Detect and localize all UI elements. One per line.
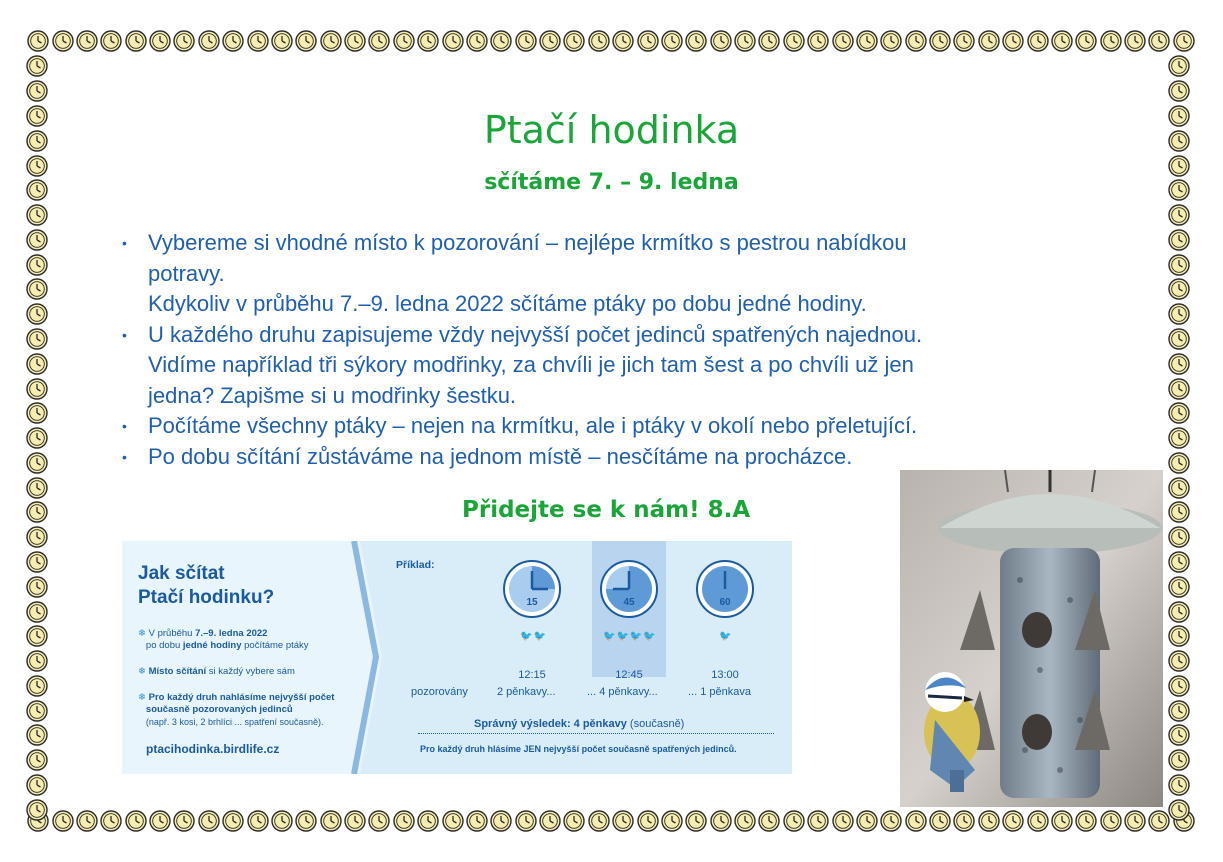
clock-border-icon bbox=[588, 30, 610, 52]
clock-border-icon bbox=[832, 30, 854, 52]
note-bold: jedné hodiny bbox=[182, 640, 242, 651]
instruction-list bbox=[118, 228, 1108, 472]
note-period bbox=[138, 628, 309, 652]
clock-border-icon bbox=[26, 774, 48, 796]
clock-border-icon bbox=[466, 30, 488, 52]
correct-result bbox=[474, 718, 684, 730]
clock-border-icon bbox=[149, 30, 171, 52]
list-line: Kdykoliv v průběhu 7.–9. ledna 2022 sčítáme ptáky po dobu jedné hodiny. bbox=[148, 291, 867, 316]
bird-icons: 🐦 bbox=[719, 631, 733, 642]
clock-border-icon bbox=[442, 810, 464, 832]
clock-border-icon bbox=[26, 576, 48, 598]
clock-border-icon bbox=[1168, 650, 1190, 672]
clock-border-icon bbox=[26, 799, 48, 821]
list-line: U každého druhu zapisujeme vždy nejvyšší počet jedinců spatřených najednou. bbox=[148, 321, 923, 347]
note-place bbox=[138, 666, 295, 678]
clock-border-icon bbox=[344, 30, 366, 52]
list-item bbox=[118, 320, 1108, 412]
clock-border-icon bbox=[1168, 724, 1190, 746]
clock-border-icon bbox=[563, 810, 585, 832]
note-bold: současně pozorovaných jedinců bbox=[145, 704, 293, 715]
clock-border-icon bbox=[1168, 328, 1190, 350]
list-line: Vidíme například tři sýkory modřinky, za chvíli je jich tam šest a po chvíli už jen bbox=[148, 352, 914, 377]
clock-border-icon bbox=[685, 30, 707, 52]
clock-border-icon bbox=[880, 30, 902, 52]
infographic-heading bbox=[138, 562, 274, 610]
clock-border-icon bbox=[880, 810, 902, 832]
clock-border-icon bbox=[26, 328, 48, 350]
clock-border-icon bbox=[222, 810, 244, 832]
clock-border-icon bbox=[612, 30, 634, 52]
clock-border-icon bbox=[1168, 675, 1190, 697]
clock-border-icon bbox=[661, 30, 683, 52]
clock-border-icon bbox=[26, 477, 48, 499]
clock-border-icon bbox=[52, 30, 74, 52]
bullet-icon: • bbox=[122, 326, 127, 343]
clock-border-icon bbox=[1168, 229, 1190, 251]
clock-border-icon bbox=[295, 810, 317, 832]
clock-border-icon bbox=[1100, 810, 1122, 832]
note-text: (např. 3 kosi, 2 brhlíci ... spatření současně). bbox=[145, 717, 324, 727]
clock-border-bottom bbox=[26, 810, 1196, 832]
blue-tit-feeder-photo bbox=[900, 470, 1163, 807]
snowflake-icon: ❄ bbox=[138, 692, 146, 703]
clock-border-icon bbox=[26, 724, 48, 746]
clock-border-icon bbox=[539, 30, 561, 52]
clock-border-icon bbox=[27, 30, 49, 52]
page-subtitle: sčítáme 7. – 9. ledna bbox=[484, 170, 739, 195]
clock-border-icon bbox=[393, 810, 415, 832]
clock-border-icon bbox=[710, 810, 732, 832]
note-max-count bbox=[138, 692, 334, 729]
clock-border-icon bbox=[783, 30, 805, 52]
clock-45-icon bbox=[599, 559, 659, 619]
clock-border-icon bbox=[1168, 378, 1190, 400]
clock-border-icon bbox=[1075, 810, 1097, 832]
clock-border-icon bbox=[734, 30, 756, 52]
bullet-icon: • bbox=[122, 418, 127, 434]
clock-border-icon bbox=[26, 254, 48, 276]
clock-border-icon bbox=[466, 810, 488, 832]
note-bold: Pro každý druh nahlásíme nejvyšší počet bbox=[148, 692, 335, 703]
example-label: Příklad: bbox=[396, 559, 435, 571]
clock-border-icon bbox=[515, 810, 537, 832]
heading-line: Ptačí hodinku? bbox=[138, 587, 275, 608]
clock-border-icon bbox=[1168, 700, 1190, 722]
clock-border-icon bbox=[26, 402, 48, 424]
clock-border-icon bbox=[149, 810, 171, 832]
clock-border-icon bbox=[953, 810, 975, 832]
observed-label: pozorovány bbox=[411, 686, 468, 698]
clock-border-icon bbox=[26, 625, 48, 647]
clock-border-icon bbox=[588, 810, 610, 832]
clock-border-icon bbox=[198, 30, 220, 52]
clock-border-icon bbox=[929, 30, 951, 52]
clock-border-icon bbox=[26, 601, 48, 623]
clock-border-icon bbox=[368, 810, 390, 832]
clock-border-icon bbox=[26, 55, 48, 77]
clock-border-icon bbox=[26, 452, 48, 474]
clock-border-icon bbox=[1168, 601, 1190, 623]
clock-border-icon bbox=[417, 30, 439, 52]
clock-15-icon bbox=[502, 559, 562, 619]
clock-border-icon bbox=[978, 810, 1000, 832]
clock-border-icon bbox=[1168, 427, 1190, 449]
note-text: V průběhu bbox=[148, 628, 196, 639]
bullet-icon: • bbox=[122, 235, 127, 251]
clock-border-icon bbox=[1168, 551, 1190, 573]
clock-border-icon bbox=[953, 30, 975, 52]
clock-border-icon bbox=[52, 810, 74, 832]
clock-border-icon bbox=[1168, 799, 1190, 821]
clock-border-icon bbox=[100, 810, 122, 832]
clock-border-icon bbox=[637, 810, 659, 832]
clock-border-top bbox=[26, 30, 1196, 52]
clock-border-icon bbox=[26, 526, 48, 548]
clock-border-icon bbox=[1148, 30, 1170, 52]
clock-minutes: 45 bbox=[623, 597, 635, 608]
clock-border-icon bbox=[125, 810, 147, 832]
clock-border-icon bbox=[807, 30, 829, 52]
clock-border-icon bbox=[1168, 204, 1190, 226]
count-label: 2 pěnkavy... bbox=[497, 686, 556, 698]
clock-border-icon bbox=[295, 30, 317, 52]
clock-border-icon bbox=[320, 30, 342, 52]
clock-border-icon bbox=[1168, 625, 1190, 647]
clock-border-icon bbox=[222, 30, 244, 52]
clock-border-icon bbox=[1168, 749, 1190, 771]
heading-line: Jak sčítat bbox=[138, 563, 225, 584]
result-bold: Správný výsledek: 4 pěnkavy bbox=[474, 718, 627, 730]
clock-border-icon bbox=[807, 810, 829, 832]
bird-icons: 🐦🐦🐦🐦 bbox=[603, 631, 657, 642]
clock-border-icon bbox=[1168, 402, 1190, 424]
page-title: Ptačí hodinka bbox=[483, 108, 740, 152]
clock-border-icon bbox=[198, 810, 220, 832]
clock-border-icon bbox=[758, 30, 780, 52]
infographic-footer: Pro každý druh hlásíme JEN nejvyšší počet současně spatřených jedinců. bbox=[420, 744, 737, 754]
clock-border-icon bbox=[247, 810, 269, 832]
clock-border-icon bbox=[76, 810, 98, 832]
bird-icons: 🐦🐦 bbox=[520, 631, 547, 642]
clock-border-icon bbox=[490, 810, 512, 832]
clock-border-icon bbox=[563, 30, 585, 52]
clock-border-icon bbox=[685, 810, 707, 832]
clock-border-icon bbox=[173, 810, 195, 832]
time-label: 13:00 bbox=[711, 669, 739, 681]
clock-border-icon bbox=[1002, 810, 1024, 832]
dotted-divider bbox=[418, 733, 774, 734]
clock-border-icon bbox=[978, 30, 1000, 52]
clock-border-icon bbox=[26, 353, 48, 375]
clock-border-icon bbox=[832, 810, 854, 832]
clock-border-icon bbox=[1124, 30, 1146, 52]
clock-border-icon bbox=[1168, 452, 1190, 474]
clock-border-icon bbox=[26, 278, 48, 300]
clock-border-icon bbox=[783, 810, 805, 832]
clock-border-icon bbox=[320, 810, 342, 832]
clock-border-icon bbox=[100, 30, 122, 52]
count-label: ... 4 pěnkavy... bbox=[587, 686, 658, 698]
clock-border-icon bbox=[1168, 55, 1190, 77]
clock-border-icon bbox=[1027, 30, 1049, 52]
clock-border-icon bbox=[271, 810, 293, 832]
join-us-text: Přidejte se k nám! 8.A bbox=[462, 497, 751, 523]
clock-border-icon bbox=[1124, 810, 1146, 832]
clock-border-icon bbox=[344, 810, 366, 832]
count-label: ... 1 pěnkava bbox=[688, 686, 751, 698]
snowflake-icon: ❄ bbox=[138, 666, 146, 677]
how-to-count-infographic bbox=[122, 541, 792, 774]
list-item bbox=[118, 442, 1108, 473]
clock-border-icon bbox=[929, 810, 951, 832]
clock-border-icon bbox=[1168, 254, 1190, 276]
clock-minutes: 60 bbox=[719, 597, 731, 608]
clock-border-icon bbox=[758, 810, 780, 832]
clock-border-icon bbox=[734, 810, 756, 832]
clock-border-icon bbox=[26, 303, 48, 325]
clock-border-icon bbox=[1168, 278, 1190, 300]
clock-border-icon bbox=[26, 650, 48, 672]
clock-border-icon bbox=[661, 810, 683, 832]
clock-border-icon bbox=[539, 810, 561, 832]
clock-border-icon bbox=[905, 810, 927, 832]
clock-border-icon bbox=[856, 810, 878, 832]
clock-border-icon bbox=[173, 30, 195, 52]
clock-border-icon bbox=[1168, 501, 1190, 523]
clock-border-icon bbox=[1168, 477, 1190, 499]
clock-border-icon bbox=[26, 204, 48, 226]
clock-border-icon bbox=[710, 30, 732, 52]
clock-border-icon bbox=[490, 30, 512, 52]
clock-border-icon bbox=[1002, 30, 1024, 52]
clock-border-icon bbox=[1051, 810, 1073, 832]
clock-border-icon bbox=[26, 749, 48, 771]
clock-border-icon bbox=[417, 810, 439, 832]
clock-border-icon bbox=[1051, 30, 1073, 52]
clock-border-icon bbox=[393, 30, 415, 52]
clock-border-icon bbox=[26, 80, 48, 102]
clock-border-icon bbox=[271, 30, 293, 52]
note-bold: 7.–9. ledna 2022 bbox=[195, 628, 268, 639]
clock-border-icon bbox=[515, 30, 537, 52]
result-suffix: (současně) bbox=[626, 718, 685, 730]
clock-border-icon bbox=[1168, 353, 1190, 375]
time-label: 12:45 bbox=[615, 669, 643, 681]
clock-60-icon bbox=[695, 559, 755, 619]
clock-border-icon bbox=[26, 229, 48, 251]
chevron-divider-icon bbox=[348, 541, 388, 774]
clock-border-icon bbox=[368, 30, 390, 52]
clock-border-icon bbox=[247, 30, 269, 52]
note-text: si každý vybere sám bbox=[206, 666, 295, 677]
clock-border-icon bbox=[1027, 810, 1049, 832]
clock-border-icon bbox=[637, 30, 659, 52]
clock-border-icon bbox=[1168, 303, 1190, 325]
clock-border-icon bbox=[26, 551, 48, 573]
note-text: počítáme ptáky bbox=[241, 640, 309, 651]
bullet-icon: • bbox=[122, 448, 127, 465]
clock-border-icon bbox=[1100, 30, 1122, 52]
website-url: ptacihodinka.birdlife.cz bbox=[146, 742, 280, 756]
clock-border-icon bbox=[1173, 30, 1195, 52]
clock-border-icon bbox=[1168, 774, 1190, 796]
clock-border-icon bbox=[125, 30, 147, 52]
list-line: Počítáme všechny ptáky – nejen na krmítku, ale i ptáky v okolí nebo přeletující. bbox=[148, 413, 918, 438]
time-label: 12:15 bbox=[518, 669, 546, 681]
clock-minutes: 15 bbox=[526, 597, 538, 608]
clock-border-icon bbox=[76, 30, 98, 52]
list-item bbox=[118, 228, 1108, 320]
note-bold: Místo sčítání bbox=[148, 666, 207, 677]
clock-border-icon bbox=[26, 378, 48, 400]
clock-border-icon bbox=[26, 501, 48, 523]
list-item bbox=[118, 411, 1108, 442]
clock-border-icon bbox=[26, 427, 48, 449]
list-line: jedna? Zapišme si u modřinky šestku. bbox=[148, 382, 517, 408]
clock-border-icon bbox=[1168, 526, 1190, 548]
list-line: Vybereme si vhodné místo k pozorování – nejlépe krmítko s pestrou nabídkou bbox=[148, 230, 907, 255]
clock-border-icon bbox=[856, 30, 878, 52]
clock-border-icon bbox=[1168, 576, 1190, 598]
clock-border-icon bbox=[442, 30, 464, 52]
clock-border-icon bbox=[26, 675, 48, 697]
clock-border-icon bbox=[1075, 30, 1097, 52]
note-text: po dobu bbox=[145, 640, 183, 651]
snowflake-icon: ❄ bbox=[138, 628, 146, 639]
clock-border-icon bbox=[1168, 80, 1190, 102]
clock-border-icon bbox=[612, 810, 634, 832]
clock-border-icon bbox=[905, 30, 927, 52]
list-line: potravy. bbox=[148, 260, 225, 286]
list-line: Po dobu sčítání zůstáváme na jednom místě – nesčítáme na procházce. bbox=[148, 443, 853, 469]
clock-border-icon bbox=[26, 700, 48, 722]
